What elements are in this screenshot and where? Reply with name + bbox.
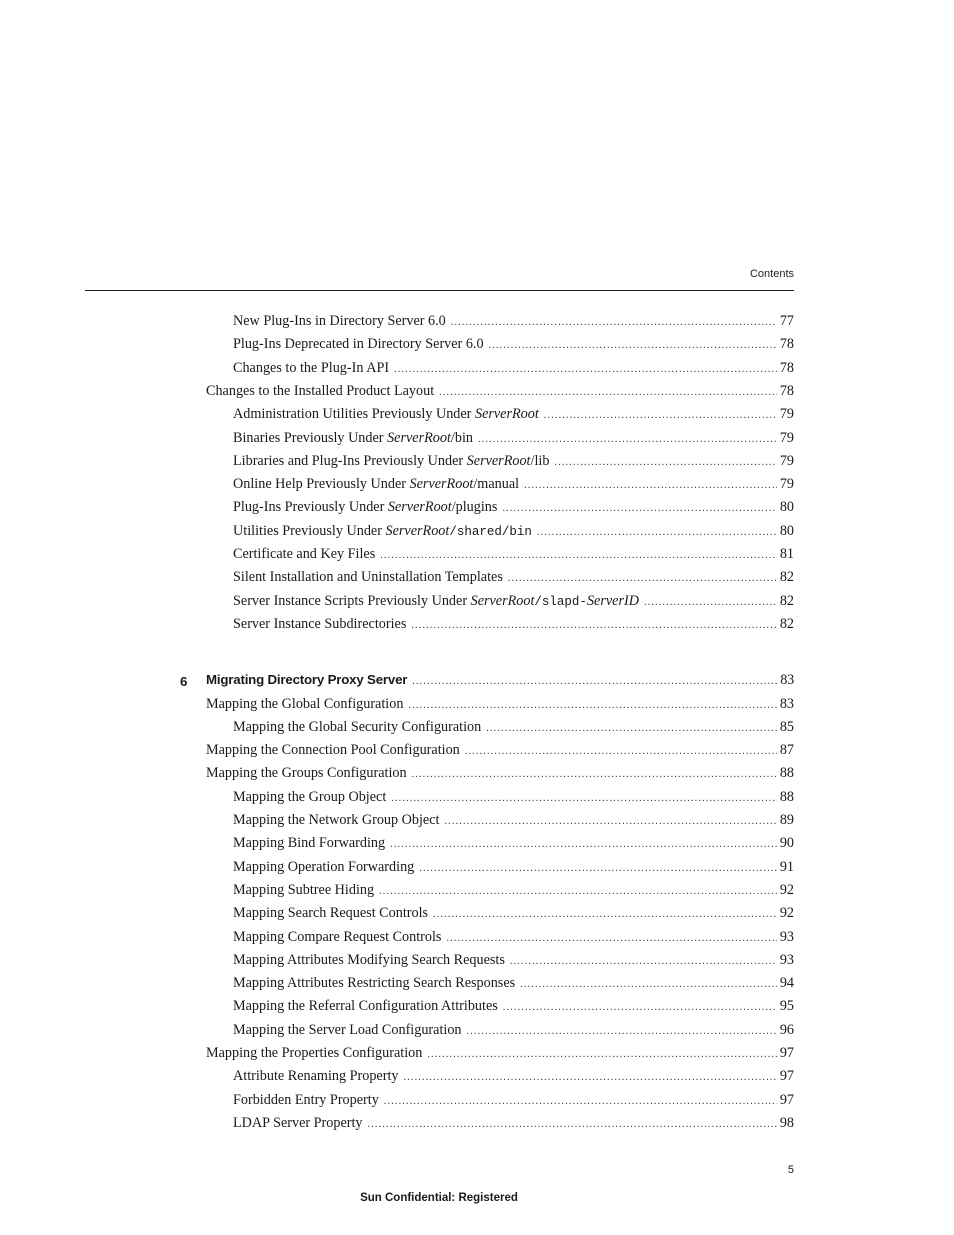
toc-entry-page: 79 xyxy=(779,476,794,493)
dot-leader xyxy=(520,979,777,990)
dot-leader xyxy=(451,317,777,328)
toc-entry[interactable] xyxy=(233,812,794,832)
toc-entry-page: 92 xyxy=(779,905,794,922)
dot-leader xyxy=(404,1072,777,1083)
dot-leader xyxy=(465,746,777,757)
dot-leader xyxy=(524,480,777,491)
dot-leader xyxy=(379,886,777,897)
toc-entry-page: 78 xyxy=(779,382,794,399)
dot-leader xyxy=(419,863,777,874)
toc-entry-title: Attribute Renaming Property xyxy=(233,1068,399,1085)
toc-entry-title: Server Instance Subdirectories xyxy=(233,615,407,632)
toc-entry[interactable] xyxy=(233,835,794,855)
toc-entry[interactable] xyxy=(233,1115,794,1135)
dot-leader xyxy=(439,387,777,398)
toc-entry-title: Mapping the Groups Configuration xyxy=(206,765,407,782)
toc-entry-title: Changes to the Plug-In API xyxy=(233,359,390,376)
toc-entry[interactable] xyxy=(233,336,794,356)
toc-entry-page: 80 xyxy=(779,499,794,516)
dot-leader xyxy=(380,550,777,561)
toc-entry[interactable] xyxy=(233,523,794,543)
dot-leader xyxy=(427,1049,776,1060)
toc-entry[interactable] xyxy=(233,952,794,972)
toc-entry-title: Mapping the Properties Configuration xyxy=(206,1045,423,1061)
toc-entry[interactable] xyxy=(233,1092,794,1112)
dot-leader xyxy=(390,839,777,850)
toc-entry-page: 87 xyxy=(779,742,794,759)
toc-entry-title: Mapping the Server Load Configuration xyxy=(233,1021,462,1038)
toc-entry-title: Plug-Ins Deprecated in Directory Server 6.0 xyxy=(233,336,484,353)
toc-entry-page: 93 xyxy=(779,951,794,968)
toc-entry-page: 79 xyxy=(779,452,794,469)
toc-entry[interactable] xyxy=(206,742,794,762)
toc-entry-page: 91 xyxy=(779,858,794,875)
toc-entry-title-part: ServerID xyxy=(586,592,639,609)
toc-entry-page: 82 xyxy=(779,569,794,586)
dot-leader xyxy=(411,620,776,631)
toc-entry[interactable] xyxy=(206,383,794,403)
toc-entry-page: 78 xyxy=(779,336,794,353)
toc-entry[interactable] xyxy=(233,882,794,902)
toc-entry-title-part: Server Instance Scripts Previously Under xyxy=(233,592,471,609)
toc-entry-title xyxy=(233,499,497,516)
toc-entry-title: Silent Installation and Uninstallation Templates xyxy=(233,569,503,586)
toc-entry-title: Certificate and Key Files xyxy=(233,546,376,562)
toc-entry-page: 79 xyxy=(779,406,794,423)
dot-leader xyxy=(467,1026,777,1037)
toc-entry-title-part: ServerRoot xyxy=(474,406,539,423)
dot-leader xyxy=(544,410,777,421)
toc-entry-page: 88 xyxy=(779,788,794,805)
toc-entry-page: 82 xyxy=(779,615,794,632)
toc-entry[interactable] xyxy=(233,929,794,949)
toc-entry[interactable] xyxy=(233,430,794,450)
dot-leader xyxy=(391,793,777,804)
toc-entry-title: Mapping the Referral Configuration Attributes xyxy=(233,998,498,1015)
toc-entry-page: 94 xyxy=(779,975,794,992)
chapter-number: 6 xyxy=(180,674,188,690)
toc-entry-page: 98 xyxy=(779,1114,794,1131)
toc-entry[interactable] xyxy=(233,406,794,426)
toc-entry-title-part: ServerRoot xyxy=(387,429,451,446)
toc-entry-title: New Plug-Ins in Directory Server 6.0 xyxy=(233,313,446,329)
toc-entry[interactable] xyxy=(206,696,794,716)
toc-entry-page: 79 xyxy=(779,429,794,446)
confidentiality-footer: Sun Confidential: Registered xyxy=(360,1192,518,1204)
dot-leader xyxy=(510,956,777,967)
toc-entry-title: Mapping the Network Group Object xyxy=(233,812,440,828)
toc-entry-page: 80 xyxy=(779,522,794,539)
dot-leader xyxy=(412,676,777,687)
toc-entry-title-part: ServerRoot xyxy=(409,476,474,493)
dot-leader xyxy=(508,573,777,584)
toc-entry[interactable] xyxy=(233,546,794,566)
toc-entry-title-part: Administration Utilities Previously Under xyxy=(233,406,475,423)
toc-entry-title: Mapping Compare Request Controls xyxy=(233,928,442,945)
toc-entry[interactable] xyxy=(233,616,794,636)
toc-entry[interactable] xyxy=(233,1068,794,1088)
toc-entry-page: 81 xyxy=(779,546,794,562)
toc-entry[interactable] xyxy=(233,593,794,613)
toc-entry-title-part: /bin xyxy=(450,429,473,446)
dot-leader xyxy=(486,723,777,734)
dot-leader xyxy=(384,1096,777,1107)
toc-entry[interactable] xyxy=(233,998,794,1018)
toc-entry-title-part: /slapd- xyxy=(534,594,587,609)
toc-entry-title-part: Binaries Previously Under xyxy=(233,429,388,446)
toc-entry-title: LDAP Server Property xyxy=(233,1114,363,1131)
toc-entry[interactable] xyxy=(233,569,794,589)
toc-entry-title-part: ServerRoot xyxy=(470,592,535,609)
toc-entry-page: 97 xyxy=(779,1068,794,1085)
toc-entry-title-part: /plugins xyxy=(451,499,498,516)
toc-entry-page: 85 xyxy=(779,718,794,735)
toc-entry[interactable] xyxy=(233,789,794,809)
toc-entry-title-part: Plug-Ins Previously Under xyxy=(233,499,388,516)
toc-entry[interactable] xyxy=(233,476,794,496)
toc-entry-title: Mapping Subtree Hiding xyxy=(233,881,375,898)
toc-entry[interactable] xyxy=(206,765,794,785)
toc-entry-title: Mapping the Global Security Configuration xyxy=(233,718,482,735)
dot-leader xyxy=(394,364,777,375)
toc-entry-title: Migrating Directory Proxy Server xyxy=(206,672,408,688)
running-head: Contents xyxy=(749,268,794,280)
header-rule xyxy=(85,290,794,291)
toc-entry-title: Mapping Attributes Modifying Search Requests xyxy=(233,951,505,968)
toc-entry[interactable] xyxy=(233,453,794,473)
toc-entry[interactable] xyxy=(233,360,794,380)
toc-entry-title-part: /shared/bin xyxy=(449,524,532,539)
toc-entry-title-part: ServerRoot xyxy=(387,499,452,516)
toc-entry-title xyxy=(233,430,473,447)
toc-entry-title xyxy=(233,476,519,493)
toc-entry-title: Mapping the Global Configuration xyxy=(206,695,404,712)
toc-entry-title-part: Online Help Previously Under xyxy=(233,476,410,493)
toc-entry-page: 97 xyxy=(779,1091,794,1108)
toc-entry[interactable] xyxy=(233,499,794,519)
toc-entry[interactable] xyxy=(233,1022,794,1042)
toc-entry[interactable] xyxy=(206,1045,794,1065)
dot-leader xyxy=(502,503,776,514)
toc-entry-page: 97 xyxy=(779,1045,794,1061)
toc-entry-page: 78 xyxy=(779,359,794,376)
toc-entry-page: 82 xyxy=(779,592,794,609)
toc-entry-page: 90 xyxy=(779,835,794,852)
toc-entry-title-part: /manual xyxy=(473,476,520,493)
toc-entry-page: 93 xyxy=(779,928,794,945)
dot-leader xyxy=(644,597,777,608)
dot-leader xyxy=(444,816,776,827)
toc-entry-title xyxy=(233,593,639,610)
dot-leader xyxy=(408,700,776,711)
toc-entry-title xyxy=(233,406,539,423)
toc-entry-page: 96 xyxy=(779,1021,794,1038)
dot-leader xyxy=(412,769,777,780)
dot-leader xyxy=(503,1002,777,1013)
toc-entry-title-part: ServerRoot xyxy=(385,522,450,539)
dot-leader xyxy=(489,340,777,351)
dot-leader xyxy=(368,1119,777,1130)
dot-leader xyxy=(446,933,776,944)
dot-leader xyxy=(554,457,776,468)
toc-entry-title: Mapping Bind Forwarding xyxy=(233,835,386,852)
toc-entry-title-part: Utilities Previously Under xyxy=(233,522,386,539)
toc-entry-title: Mapping Attributes Restricting Search Responses xyxy=(233,975,516,992)
toc-entry[interactable] xyxy=(233,859,794,879)
toc-entry[interactable] xyxy=(233,313,794,333)
toc-entry[interactable] xyxy=(233,719,794,739)
toc-entry-page: 95 xyxy=(779,998,794,1015)
toc-entry-title: Forbidden Entry Property xyxy=(233,1091,379,1108)
toc-entry-title xyxy=(233,523,532,540)
toc-entry-title: Mapping Search Request Controls xyxy=(233,905,429,922)
toc-entry-page: 89 xyxy=(779,812,794,828)
toc-entry-title: Mapping the Group Object xyxy=(233,788,387,805)
dot-leader xyxy=(478,434,777,445)
dot-leader xyxy=(537,527,777,538)
toc-entry-title: Mapping the Connection Pool Configuration xyxy=(206,742,460,759)
toc-entry-page: 92 xyxy=(779,881,794,898)
toc-entry-title-part: Libraries and Plug-Ins Previously Under xyxy=(233,452,467,469)
page-number: 5 xyxy=(787,1164,794,1176)
toc-entry-title-part: /lib xyxy=(530,452,550,469)
toc-entry-title: Changes to the Installed Product Layout xyxy=(206,382,435,399)
toc-entry[interactable] xyxy=(233,975,794,995)
toc-entry-title-part: ServerRoot xyxy=(466,452,531,469)
toc-chapter-entry[interactable] xyxy=(206,672,794,692)
toc-entry-title: Mapping Operation Forwarding xyxy=(233,858,415,875)
toc-entry-page: 83 xyxy=(780,672,794,689)
dot-leader xyxy=(433,909,777,920)
toc-entry-page: 77 xyxy=(779,313,794,329)
toc-entry-title xyxy=(233,453,549,470)
toc-entry-page: 88 xyxy=(779,765,794,782)
toc-entry[interactable] xyxy=(233,905,794,925)
toc-entry-page: 83 xyxy=(779,695,794,712)
